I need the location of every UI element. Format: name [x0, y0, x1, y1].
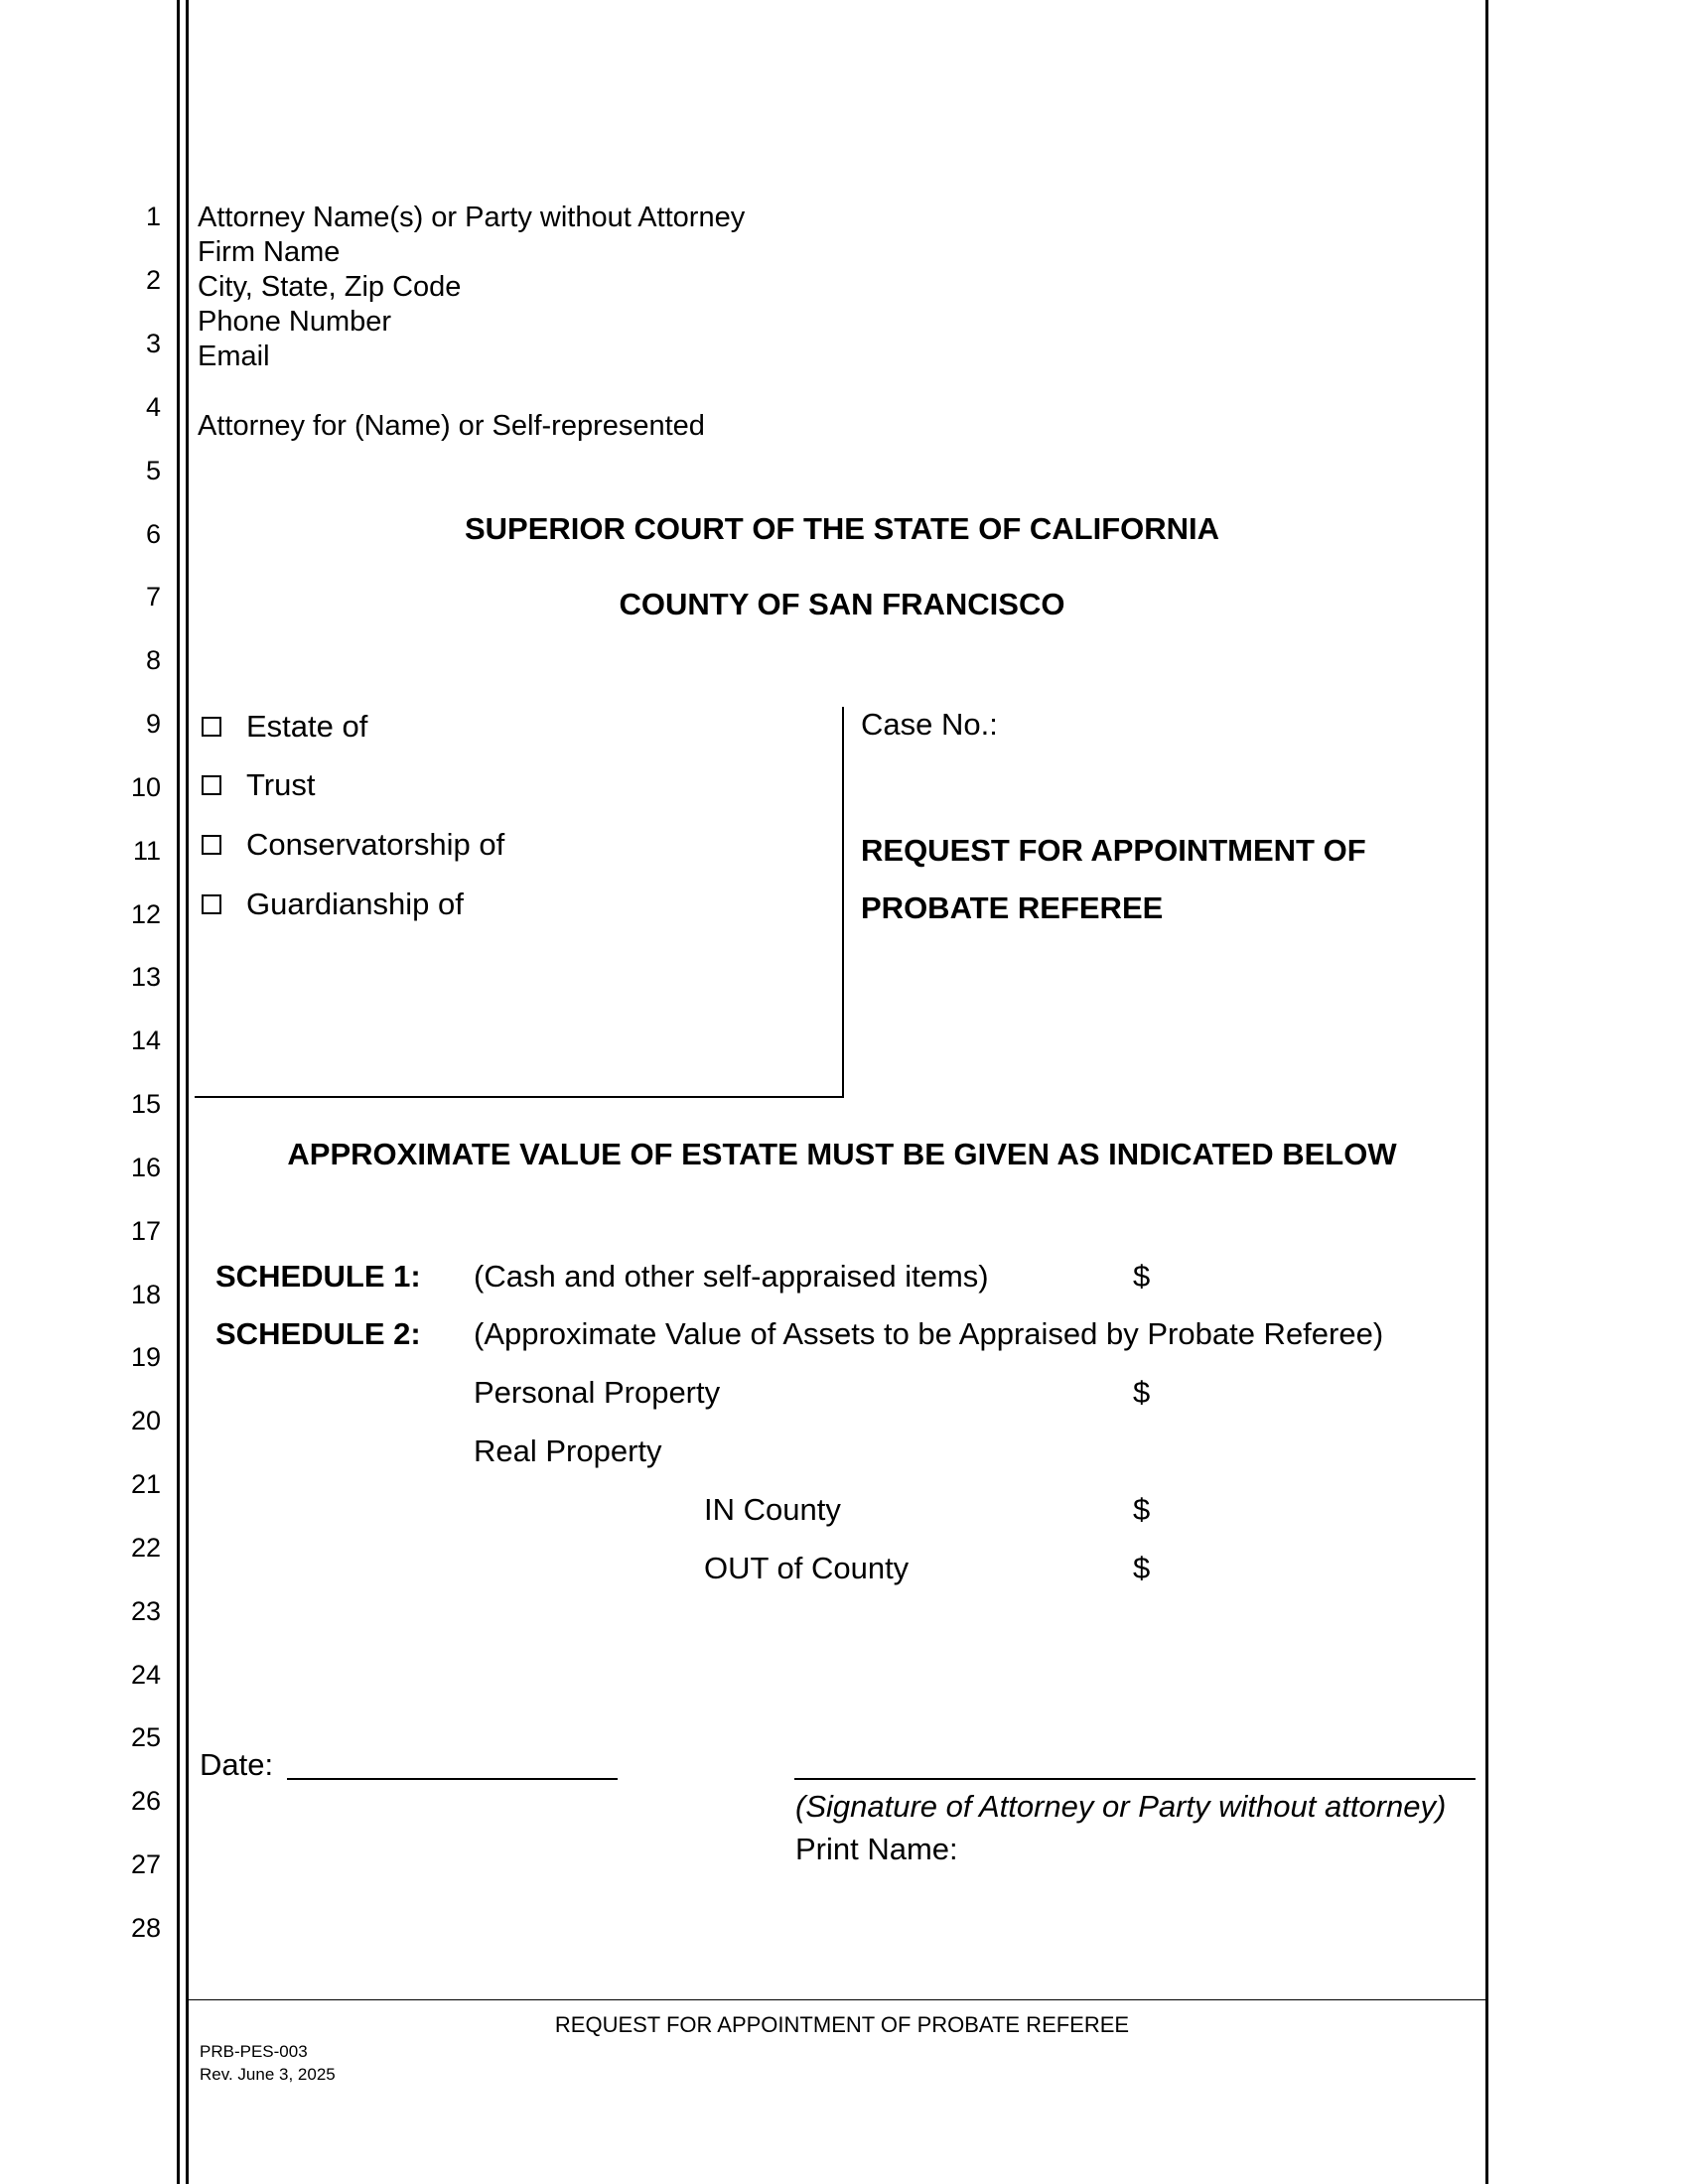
option-conservatorship[interactable]: [202, 827, 504, 863]
line-number: 4: [145, 392, 161, 422]
line-number: 6: [145, 519, 161, 549]
left-margin-rule-outer: [177, 0, 180, 2184]
option-estate[interactable]: [202, 709, 367, 745]
phone-number: Phone Number: [198, 306, 392, 338]
in-county-amount[interactable]: $: [1133, 1492, 1151, 1527]
revision-date: Rev. June 3, 2025: [200, 2065, 336, 2084]
estate-value-notice: APPROXIMATE VALUE OF ESTATE MUST BE GIVEN AS INDICATED BELOW: [287, 1137, 1397, 1171]
estate-checkbox[interactable]: [202, 717, 221, 737]
attorney-for: Attorney for (Name) or Self-represented: [198, 410, 705, 442]
signature-caption: (Signature of Attorney or Party without attorney): [795, 1789, 1447, 1824]
schedule-2-description: (Approximate Value of Assets to be Appraised by Probate Referee): [474, 1316, 1384, 1351]
caption-divider-vertical: [842, 707, 844, 1098]
email: Email: [198, 341, 270, 372]
caption-divider-horizontal: [195, 1096, 844, 1098]
conservatorship-checkbox[interactable]: [202, 835, 221, 855]
guardianship-label: Guardianship of: [246, 887, 464, 921]
line-number: 25: [130, 1722, 161, 1752]
line-number: 8: [145, 645, 161, 675]
document-title-line2: PROBATE REFEREE: [861, 890, 1164, 925]
date-line[interactable]: [287, 1778, 618, 1780]
city-state-zip: City, State, Zip Code: [198, 271, 462, 303]
trust-checkbox[interactable]: [202, 775, 221, 795]
line-number: 23: [130, 1596, 161, 1626]
guardianship-checkbox[interactable]: [202, 894, 221, 914]
line-number: 7: [145, 582, 161, 612]
conservatorship-label: Conservatorship of: [246, 827, 505, 862]
line-number: 24: [130, 1660, 161, 1690]
line-number: 2: [145, 265, 161, 295]
line-number: 22: [130, 1533, 161, 1563]
left-margin-rule-inner: [186, 0, 189, 2184]
line-number: 14: [130, 1025, 161, 1055]
right-margin-rule: [1485, 0, 1488, 2184]
attorney-name: Attorney Name(s) or Party without Attorney: [198, 202, 746, 233]
option-guardianship[interactable]: [202, 887, 464, 922]
line-number: 5: [145, 456, 161, 485]
footer-title: REQUEST FOR APPOINTMENT OF PROBATE REFEREE: [554, 2012, 1130, 2037]
in-county-label: IN County: [704, 1492, 841, 1527]
personal-property-amount[interactable]: $: [1133, 1375, 1151, 1410]
line-number: 12: [130, 899, 161, 929]
line-number: 20: [130, 1406, 161, 1435]
line-number: 19: [130, 1342, 161, 1372]
line-number: 11: [132, 836, 161, 866]
line-number: 18: [130, 1280, 161, 1309]
line-number: 27: [130, 1849, 161, 1879]
court-name: SUPERIOR COURT OF THE STATE OF CALIFORNIA: [464, 511, 1220, 546]
estate-label: Estate of: [246, 709, 368, 744]
line-number: 1: [145, 202, 161, 231]
line-number: 28: [130, 1913, 161, 1943]
document-title-line1: REQUEST FOR APPOINTMENT OF: [861, 833, 1366, 868]
line-number: 17: [130, 1216, 161, 1246]
date-label: Date:: [200, 1747, 274, 1782]
schedule-1-label: SCHEDULE 1:: [215, 1259, 421, 1294]
line-number: 26: [130, 1786, 161, 1816]
personal-property-label: Personal Property: [474, 1375, 721, 1410]
line-number: 10: [130, 772, 161, 802]
line-number: 9: [145, 709, 161, 739]
line-number: 21: [130, 1469, 161, 1499]
out-of-county-label: OUT of County: [704, 1551, 910, 1585]
county-name: COUNTY OF SAN FRANCISCO: [619, 587, 1065, 621]
out-of-county-amount[interactable]: $: [1133, 1551, 1151, 1585]
print-name-label: Print Name:: [795, 1832, 958, 1866]
line-number: 3: [145, 329, 161, 358]
real-property-label: Real Property: [474, 1433, 662, 1468]
signature-line[interactable]: [794, 1778, 1476, 1780]
form-number: PRB-PES-003: [200, 2042, 308, 2061]
schedule-2-label: SCHEDULE 2:: [215, 1316, 421, 1351]
line-number: 15: [130, 1089, 161, 1119]
option-trust[interactable]: [202, 767, 315, 803]
schedule-1-amount[interactable]: $: [1133, 1259, 1151, 1294]
line-number: 13: [130, 962, 161, 992]
footer-rule: [189, 1999, 1488, 2000]
firm-name: Firm Name: [198, 236, 341, 268]
case-number-label: Case No.:: [861, 707, 998, 742]
trust-label: Trust: [246, 767, 316, 802]
line-number: 16: [130, 1153, 161, 1182]
schedule-1-description: (Cash and other self-appraised items): [474, 1259, 989, 1294]
